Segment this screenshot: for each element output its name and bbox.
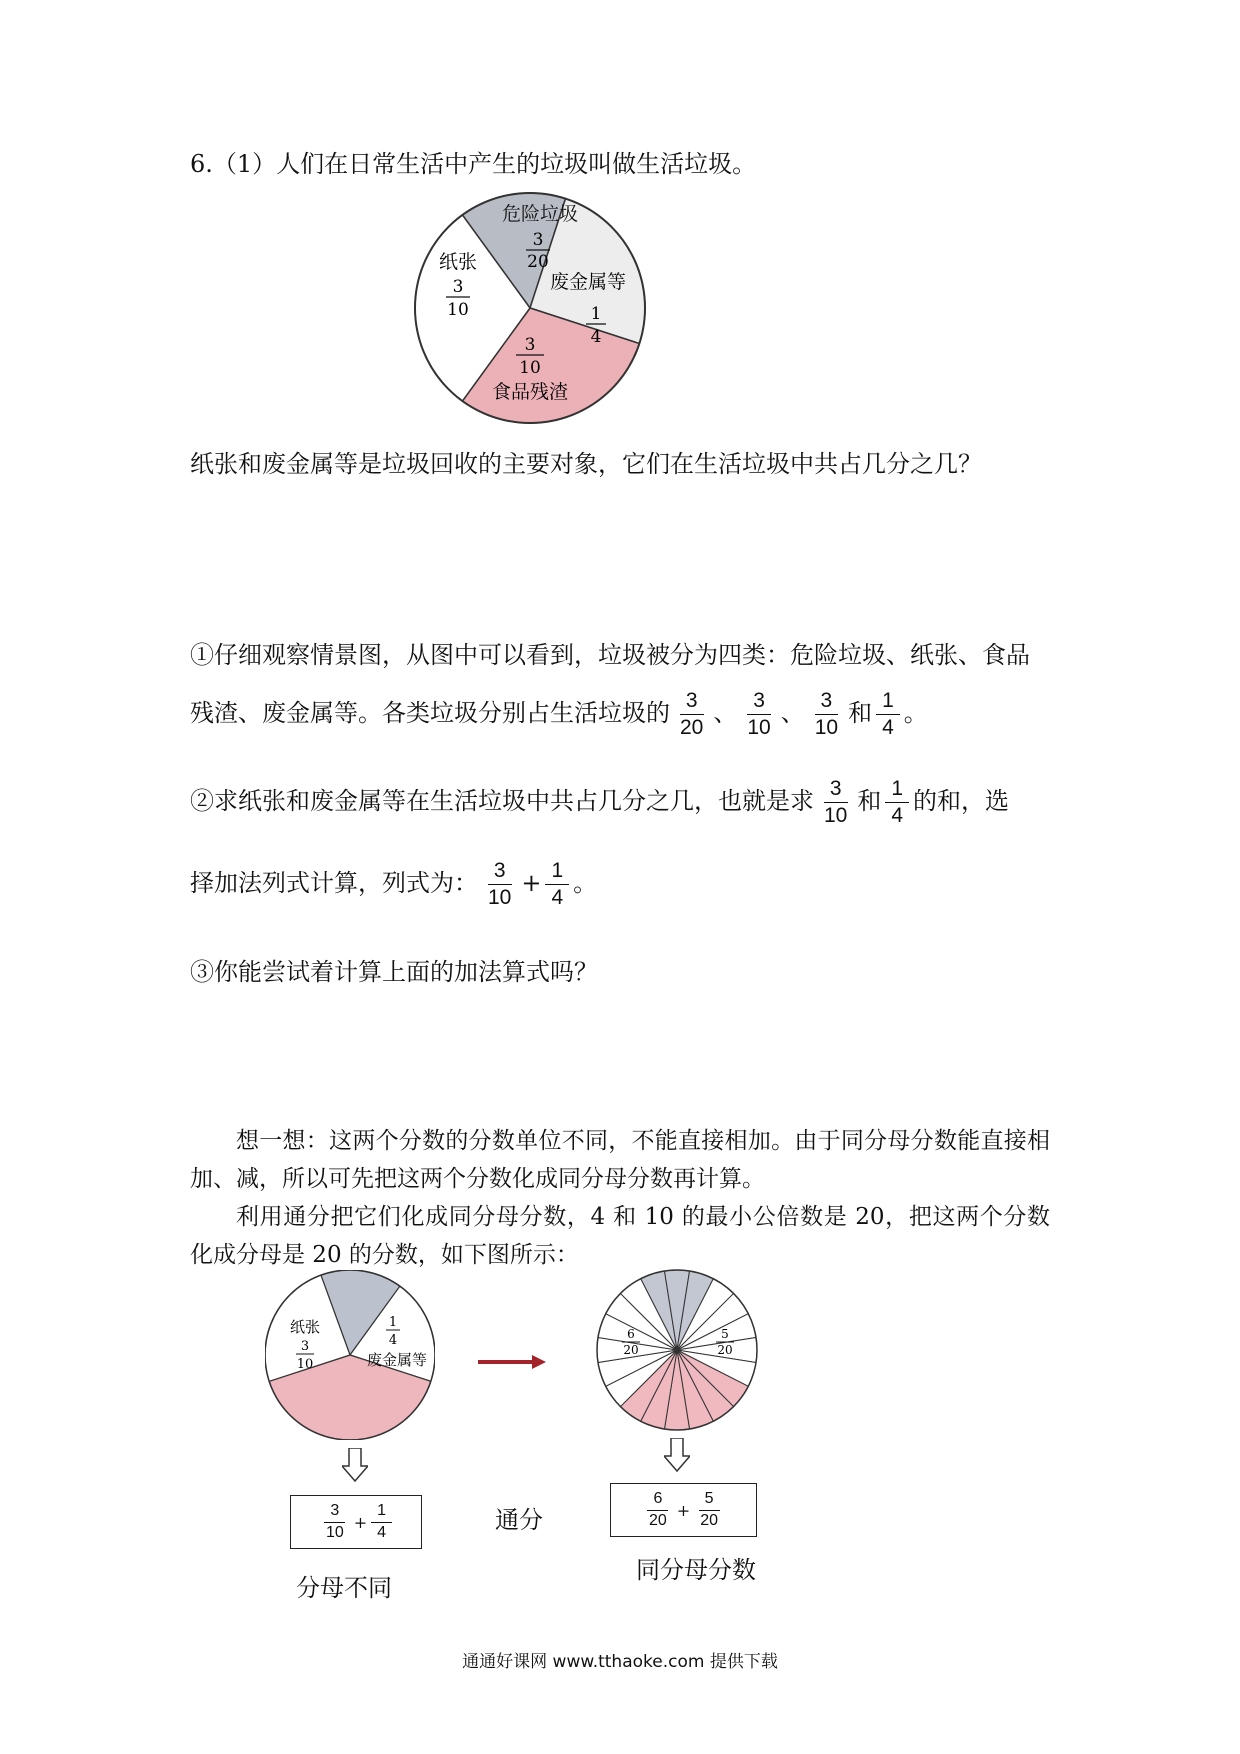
fraction-1-4: $\frac{1}{4}$	[885, 778, 909, 827]
tongfen-label: 通分	[495, 1506, 543, 1534]
svg-text:20: 20	[623, 1343, 639, 1357]
step1-line1: ①仔细观察情景图，从图中可以看到，垃圾被分为四类：危险垃圾、纸张、食品	[190, 641, 1030, 669]
right-pie	[595, 1268, 759, 1432]
svg-text:6: 6	[627, 1327, 635, 1341]
step3: ③你能尝试着计算上面的加法算式吗？	[190, 958, 598, 986]
think-section	[190, 1122, 1050, 1274]
paper-num: 3	[452, 277, 464, 297]
left-paper-label: 纸张	[289, 1318, 321, 1336]
think-p1: 想一想：这两个分数的分数单位不同，不能直接相加。由于同分母分数能直接相加、减，所以可先把这两个分数化成同分母分数再计算。	[190, 1128, 1050, 1192]
left-caption: 分母不同	[296, 1574, 392, 1602]
fraction-3-10: $\frac{3}{10}$	[747, 689, 771, 740]
svg-text:4: 4	[388, 1333, 398, 1348]
question-number: 6.	[190, 150, 213, 178]
food-den: 10	[519, 358, 541, 378]
left-pie	[265, 1270, 435, 1440]
paper-den: 10	[447, 300, 469, 320]
danger-den: 20	[527, 252, 549, 272]
svg-text:1: 1	[388, 1315, 398, 1330]
step1-line2: 残渣、废金属等。各类垃圾分别占生活垃圾的 $\frac{3}{20}$ 、 $\frac{3}{10}$ 、 $\frac{3}{10}$ 和 $\frac{1}{4}$ 。	[190, 689, 928, 740]
step2-line2: 择加法列式计算，列式为： $\frac{3}{10}$ + $\frac{1}{4}$ 。	[190, 859, 598, 910]
right-expression-box: $\frac{6}{20}$ + $\frac{5}{20}$	[610, 1483, 757, 1537]
left-metal-label: 废金属等	[366, 1351, 428, 1369]
danger-num: 3	[532, 230, 544, 250]
fraction-3-10: $\frac{3}{10}$	[488, 859, 512, 910]
metal-num: 1	[590, 304, 602, 324]
right-caption: 同分母分数	[636, 1556, 756, 1584]
fraction-1-4: $\frac{1}{4}$	[545, 860, 569, 909]
paper-label: 纸张	[438, 251, 478, 273]
think-p2: 利用通分把它们化成同分母分数，4 和 10 的最小公倍数是 20，把这两个分数化成分母是 20 的分数，如下图所示：	[190, 1204, 1050, 1268]
question-intro: 人们在日常生活中产生的垃圾叫做生活垃圾。	[276, 150, 757, 178]
svg-text:20: 20	[717, 1343, 733, 1357]
fraction-3-10: $\frac{3}{10}$	[824, 777, 848, 828]
down-arrow-left	[342, 1448, 368, 1482]
question-part: （1）	[212, 150, 277, 178]
step1-text: 残渣、废金属等。各类垃圾分别占生活垃圾的	[190, 699, 670, 728]
food-num: 3	[524, 335, 536, 355]
svg-text:10: 10	[296, 1357, 314, 1372]
metal-label: 废金属等	[549, 271, 627, 293]
svg-text:5: 5	[721, 1327, 729, 1341]
food-label: 食品残渣	[491, 381, 569, 403]
convert-arrow	[478, 1352, 548, 1372]
down-arrow-right	[664, 1438, 690, 1472]
fraction-1-4: $\frac{1}{4}$	[876, 690, 900, 739]
step2-line1: ②求纸张和废金属等在生活垃圾中共占几分之几，也就是求 $\frac{3}{10}$ 和 $\frac{1}{4}$ 的和，选	[190, 777, 1010, 828]
question-title	[190, 152, 756, 176]
question-ask: 纸张和废金属等是垃圾回收的主要对象，它们在生活垃圾中共占几分之几？	[190, 450, 982, 478]
danger-label: 危险垃圾	[501, 203, 579, 225]
svg-text:3: 3	[300, 1339, 310, 1354]
garbage-pie-chart	[410, 188, 650, 428]
fraction-3-10: $\frac{3}{10}$	[814, 689, 839, 740]
right-pie-sectors	[597, 1270, 757, 1430]
fraction-3-20: $\frac{3}{20}$	[680, 689, 704, 740]
footer: 通通好课网 www.tthaoke.com 提供下载	[462, 1652, 778, 1672]
metal-den: 4	[590, 327, 602, 347]
left-expression-box: $\frac{3}{10}$ + $\frac{1}{4}$	[290, 1495, 422, 1549]
